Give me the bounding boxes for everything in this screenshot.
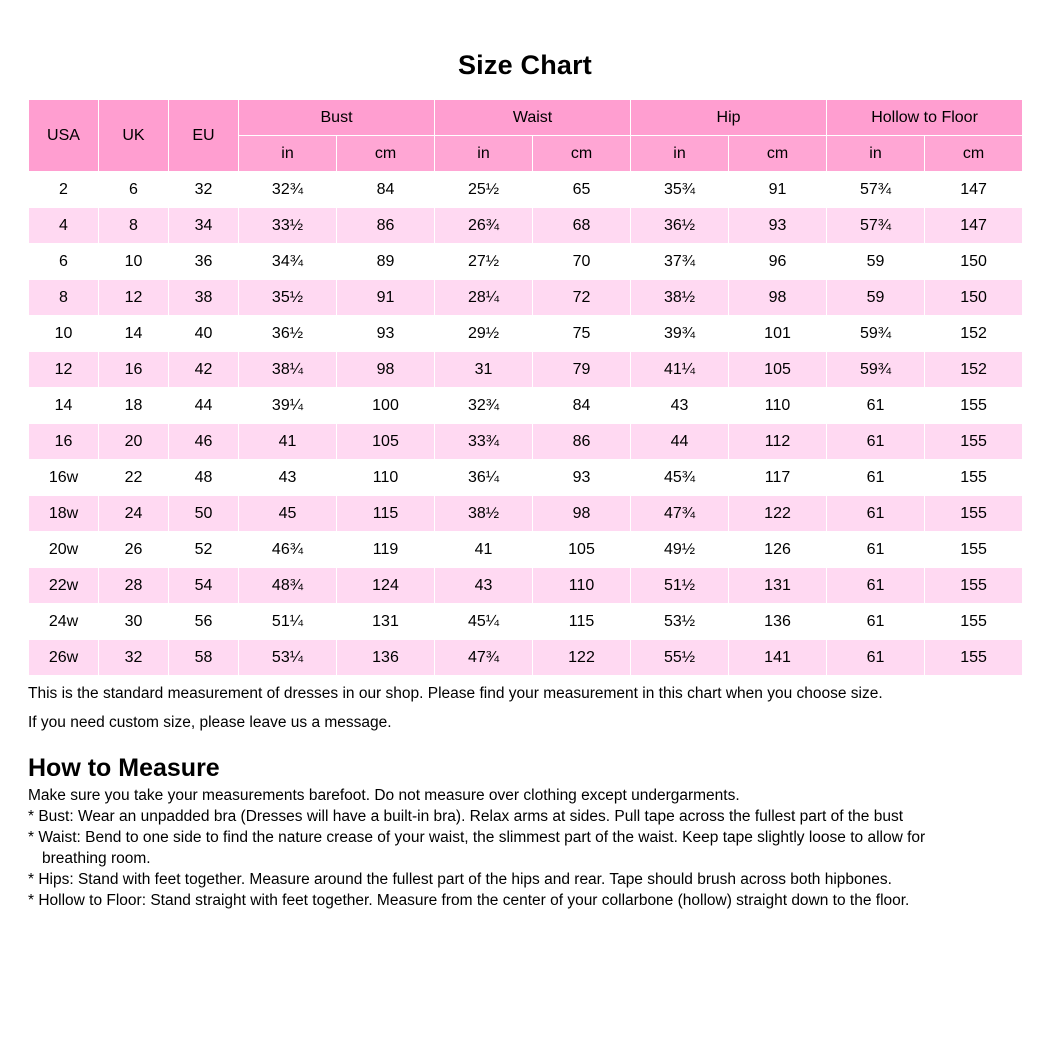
table-cell: 112 [729, 424, 827, 460]
table-cell: 101 [729, 316, 827, 352]
table-cell: 50 [169, 496, 239, 532]
unit-header-bust-in: in [239, 136, 337, 172]
table-cell: 20 [99, 424, 169, 460]
col-header-usa: USA [29, 100, 99, 172]
table-row [29, 244, 1023, 280]
table-cell: 61 [827, 568, 925, 604]
table-row [29, 352, 1023, 388]
table-cell: 41 [435, 532, 533, 568]
table-cell: 41¼ [631, 352, 729, 388]
table-cell: 61 [827, 496, 925, 532]
table-cell: 6 [99, 172, 169, 208]
table-cell: 30 [99, 604, 169, 640]
table-row [29, 460, 1023, 496]
table-cell: 10 [99, 244, 169, 280]
table-cell: 32¾ [239, 172, 337, 208]
table-cell: 98 [337, 352, 435, 388]
table-cell: 68 [533, 208, 631, 244]
how-to-measure-hollow: * Hollow to Floor: Stand straight with feet together. Measure from the center of your collarbone (hollow) straight down to the floor. [28, 892, 910, 910]
table-cell: 155 [925, 460, 1023, 496]
table-cell: 155 [925, 568, 1023, 604]
unit-header-hollow-cm: cm [925, 136, 1023, 172]
table-cell: 32 [169, 172, 239, 208]
col-header-uk: UK [99, 100, 169, 172]
table-cell: 33¾ [435, 424, 533, 460]
unit-header-hip-cm: cm [729, 136, 827, 172]
table-cell: 100 [337, 388, 435, 424]
table-cell: 59 [827, 280, 925, 316]
table-cell: 25½ [435, 172, 533, 208]
unit-header-waist-in: in [435, 136, 533, 172]
table-cell: 42 [169, 352, 239, 388]
unit-header-hollow-in: in [827, 136, 925, 172]
unit-header-waist-cm: cm [533, 136, 631, 172]
table-cell: 84 [337, 172, 435, 208]
col-header-waist: Waist [435, 100, 631, 136]
table-row [29, 568, 1023, 604]
table-cell: 27½ [435, 244, 533, 280]
table-cell: 152 [925, 352, 1023, 388]
table-cell: 36¼ [435, 460, 533, 496]
table-cell: 91 [729, 172, 827, 208]
table-cell: 48¾ [239, 568, 337, 604]
table-row [29, 640, 1023, 676]
table-cell: 14 [29, 388, 99, 424]
table-cell: 61 [827, 532, 925, 568]
table-cell: 34¾ [239, 244, 337, 280]
table-cell: 41 [239, 424, 337, 460]
table-cell: 70 [533, 244, 631, 280]
table-cell: 46 [169, 424, 239, 460]
table-cell: 45¼ [435, 604, 533, 640]
table-cell: 24w [29, 604, 99, 640]
table-cell: 131 [337, 604, 435, 640]
col-header-hip: Hip [631, 100, 827, 136]
note-line-2: If you need custom size, please leave us a message. [28, 713, 392, 731]
table-cell: 47¾ [631, 496, 729, 532]
table-cell: 150 [925, 280, 1023, 316]
table-cell: 43 [435, 568, 533, 604]
table-cell: 22w [29, 568, 99, 604]
table-cell: 44 [169, 388, 239, 424]
table-row [29, 532, 1023, 568]
table-cell: 147 [925, 208, 1023, 244]
table-cell: 61 [827, 388, 925, 424]
table-cell: 155 [925, 532, 1023, 568]
table-cell: 16 [29, 424, 99, 460]
table-cell: 86 [533, 424, 631, 460]
page-title: Size Chart [457, 50, 593, 80]
table-cell: 155 [925, 496, 1023, 532]
table-cell: 4 [29, 208, 99, 244]
table-row [29, 208, 1023, 244]
table-cell: 20w [29, 532, 99, 568]
table-cell: 57¾ [827, 172, 925, 208]
table-cell: 18 [99, 388, 169, 424]
table-cell: 131 [729, 568, 827, 604]
table-cell: 124 [337, 568, 435, 604]
table-cell: 43 [239, 460, 337, 496]
table-cell: 155 [925, 604, 1023, 640]
table-cell: 52 [169, 532, 239, 568]
table-cell: 45¾ [631, 460, 729, 496]
table-cell: 33½ [239, 208, 337, 244]
table-cell: 51½ [631, 568, 729, 604]
table-cell: 8 [29, 280, 99, 316]
table-row [29, 604, 1023, 640]
table-cell: 122 [533, 640, 631, 676]
note-line-1: This is the standard measurement of dresses in our shop. Please find your measurement in this chart when you choose size. [28, 685, 883, 702]
table-cell: 122 [729, 496, 827, 532]
table-cell: 8 [99, 208, 169, 244]
table-cell: 16 [99, 352, 169, 388]
table-cell: 34 [169, 208, 239, 244]
how-to-measure-bust: * Bust: Wear an unpadded bra (Dresses will have a built-in bra). Relax arms at sides. Pull tape across the fullest part of the bust [28, 807, 904, 825]
table-cell: 59¾ [827, 352, 925, 388]
table-cell: 32¾ [435, 388, 533, 424]
table-cell: 10 [29, 316, 99, 352]
table-cell: 119 [337, 532, 435, 568]
table-cell: 49½ [631, 532, 729, 568]
table-cell: 24 [99, 496, 169, 532]
table-cell: 53½ [631, 604, 729, 640]
table-cell: 53¼ [239, 640, 337, 676]
how-to-measure-heading: How to Measure [28, 753, 220, 782]
table-cell: 16w [29, 460, 99, 496]
table-cell: 35¾ [631, 172, 729, 208]
table-cell: 29½ [435, 316, 533, 352]
table-cell: 32 [99, 640, 169, 676]
table-cell: 91 [337, 280, 435, 316]
table-cell: 75 [533, 316, 631, 352]
table-cell: 26w [29, 640, 99, 676]
table-cell: 39¼ [239, 388, 337, 424]
table-cell: 54 [169, 568, 239, 604]
table-cell: 6 [29, 244, 99, 280]
table-cell: 93 [729, 208, 827, 244]
table-cell: 12 [29, 352, 99, 388]
table-cell: 86 [337, 208, 435, 244]
table-row [29, 316, 1023, 352]
table-cell: 58 [169, 640, 239, 676]
table-cell: 31 [435, 352, 533, 388]
table-cell: 26¾ [435, 208, 533, 244]
table-cell: 89 [337, 244, 435, 280]
table-cell: 38½ [435, 496, 533, 532]
table-cell: 110 [337, 460, 435, 496]
table-cell: 35½ [239, 280, 337, 316]
table-cell: 61 [827, 424, 925, 460]
table-cell: 26 [99, 532, 169, 568]
table-row [29, 172, 1023, 208]
table-row [29, 496, 1023, 532]
table-cell: 36½ [631, 208, 729, 244]
table-cell: 110 [533, 568, 631, 604]
table-cell: 45 [239, 496, 337, 532]
table-cell: 155 [925, 640, 1023, 676]
table-cell: 136 [337, 640, 435, 676]
unit-header-hip-in: in [631, 136, 729, 172]
table-cell: 28¼ [435, 280, 533, 316]
table-cell: 38¼ [239, 352, 337, 388]
table-cell: 51¼ [239, 604, 337, 640]
table-cell: 56 [169, 604, 239, 640]
table-cell: 18w [29, 496, 99, 532]
col-header-eu: EU [169, 100, 239, 172]
table-cell: 38½ [631, 280, 729, 316]
table-cell: 150 [925, 244, 1023, 280]
table-cell: 126 [729, 532, 827, 568]
table-cell: 40 [169, 316, 239, 352]
table-cell: 84 [533, 388, 631, 424]
table-cell: 47¾ [435, 640, 533, 676]
table-cell: 57¾ [827, 208, 925, 244]
table-cell: 105 [729, 352, 827, 388]
table-row [29, 424, 1023, 460]
table-cell: 96 [729, 244, 827, 280]
col-header-hollow-to-floor: Hollow to Floor [827, 100, 1023, 136]
table-cell: 59¾ [827, 316, 925, 352]
table-cell: 98 [729, 280, 827, 316]
table-cell: 44 [631, 424, 729, 460]
table-cell: 93 [337, 316, 435, 352]
table-cell: 65 [533, 172, 631, 208]
table-cell: 155 [925, 424, 1023, 460]
table-cell: 141 [729, 640, 827, 676]
table-cell: 61 [827, 604, 925, 640]
table-cell: 12 [99, 280, 169, 316]
how-to-measure-waist: * Waist: Bend to one side to find the nature crease of your waist, the slimmest part of the waist. Keep tape slightly loose to allow for [28, 829, 926, 846]
table-cell: 14 [99, 316, 169, 352]
table-cell: 105 [533, 532, 631, 568]
table-cell: 36 [169, 244, 239, 280]
table-body [29, 172, 1023, 676]
group-header-row [29, 100, 1023, 136]
table-cell: 48 [169, 460, 239, 496]
table-cell: 115 [533, 604, 631, 640]
table-row [29, 388, 1023, 424]
table-cell: 38 [169, 280, 239, 316]
table-cell: 36½ [239, 316, 337, 352]
table-cell: 59 [827, 244, 925, 280]
table-row [29, 280, 1023, 316]
table-cell: 28 [99, 568, 169, 604]
table-cell: 147 [925, 172, 1023, 208]
table-cell: 61 [827, 640, 925, 676]
table-cell: 72 [533, 280, 631, 316]
table-cell: 79 [533, 352, 631, 388]
table-cell: 22 [99, 460, 169, 496]
table-cell: 105 [337, 424, 435, 460]
col-header-bust: Bust [239, 100, 435, 136]
table-cell: 39¾ [631, 316, 729, 352]
size-chart-page [0, 50, 1050, 911]
table-cell: 115 [337, 496, 435, 532]
how-to-measure-hips: * Hips: Stand with feet together. Measure around the fullest part of the hips and rear. Tape should brush across both hipbones. [28, 871, 892, 889]
table-cell: 37¾ [631, 244, 729, 280]
table-cell: 98 [533, 496, 631, 532]
size-chart-table [28, 99, 1023, 676]
table-cell: 55½ [631, 640, 729, 676]
table-cell: 155 [925, 388, 1023, 424]
table-cell: 117 [729, 460, 827, 496]
table-cell: 43 [631, 388, 729, 424]
table-cell: 93 [533, 460, 631, 496]
table-cell: 2 [29, 172, 99, 208]
unit-header-bust-cm: cm [337, 136, 435, 172]
table-cell: 136 [729, 604, 827, 640]
table-cell: 152 [925, 316, 1023, 352]
how-to-measure-waist-cont: breathing room. [42, 850, 151, 868]
table-header [29, 100, 1023, 172]
how-to-measure-intro: Make sure you take your measurements barefoot. Do not measure over clothing except undergarments. [28, 786, 740, 804]
table-cell: 61 [827, 460, 925, 496]
table-cell: 110 [729, 388, 827, 424]
table-cell: 46¾ [239, 532, 337, 568]
